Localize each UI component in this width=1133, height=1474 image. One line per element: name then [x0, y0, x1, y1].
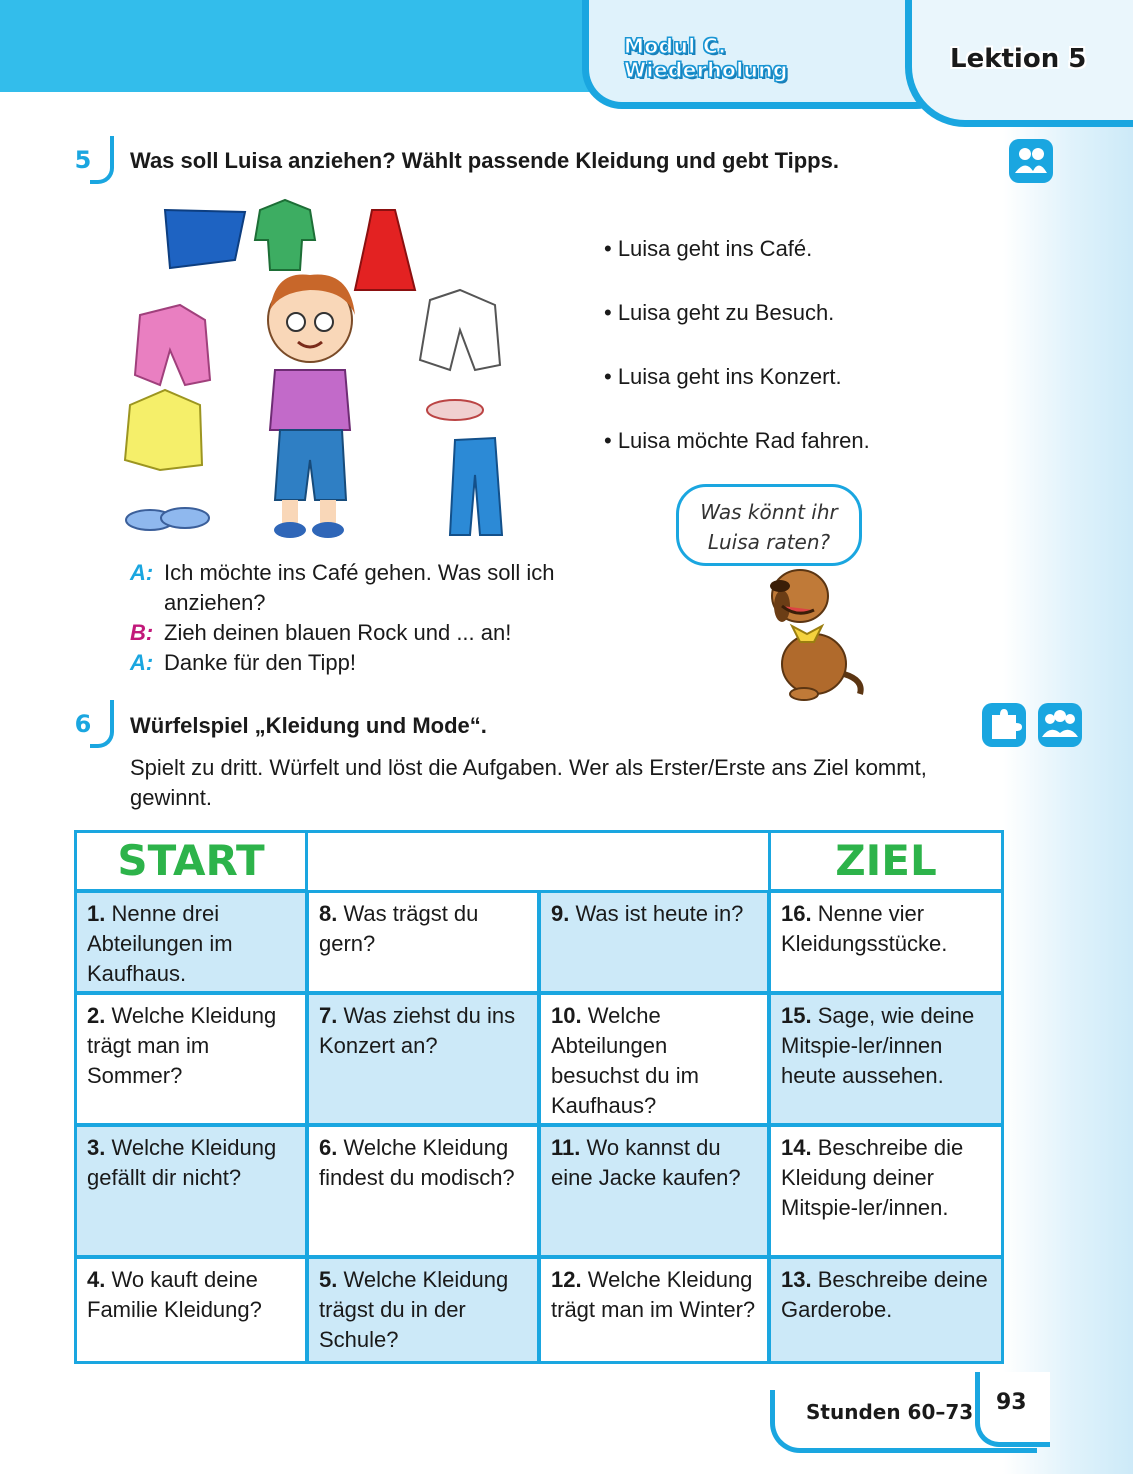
game-cell [74, 1124, 308, 1258]
dialogue-text: Danke für den Tipp! [164, 650, 357, 675]
speech-bubble [676, 484, 862, 566]
speech-bubble-line: Luisa raten? [707, 530, 831, 554]
cell-number: 8. [319, 901, 338, 926]
game-cell [768, 992, 1004, 1126]
cell-number: 14. [781, 1135, 812, 1160]
game-cell [306, 890, 540, 994]
cell-text: Nenne drei Abteilungen im Kaufhaus. [87, 901, 233, 986]
cell-number: 2. [87, 1003, 106, 1028]
cell-text: Was ist heute in? [575, 901, 744, 926]
cell-text: Was ziehst du ins Konzert an? [319, 1003, 516, 1058]
exercise-title: Was soll Luisa anziehen? Wählt passende Kleidung und gebt Tipps. [130, 148, 839, 173]
list-item: • Luisa geht ins Café. [604, 236, 813, 261]
cell-number: 13. [781, 1267, 812, 1292]
game-cell [306, 1256, 540, 1364]
puzzle-icon [982, 703, 1026, 747]
cell-number: 9. [551, 901, 570, 926]
game-cell [74, 992, 308, 1126]
exercise-instructions: Spielt zu dritt. Würfelt und löst die Aufgaben. Wer als Erster/Erste ans Ziel kommt, gewinnt. [130, 755, 927, 810]
lesson-range: Stunden 60–73 [806, 1400, 974, 1424]
cell-text: Welche Abteilungen besuchst du im Kaufhaus? [551, 1003, 699, 1118]
cell-number: 16. [781, 901, 812, 926]
situation-list [604, 234, 984, 490]
list-item: • Luisa geht zu Besuch. [604, 300, 835, 325]
cell-text: Sage, wie deine Mitspie-ler/innen heute aussehen. [781, 1003, 975, 1088]
cell-number: 10. [551, 1003, 582, 1028]
cell-text: Wo kauft deine Familie Kleidung? [87, 1267, 262, 1322]
game-cell [538, 1256, 770, 1364]
dialogue-line [130, 648, 580, 678]
game-board [74, 830, 1004, 1364]
cell-number: 15. [781, 1003, 812, 1028]
speaker-label: A: [130, 650, 154, 675]
cell-text: Welche Kleidung findest du modisch? [319, 1135, 515, 1190]
cell-number: 12. [551, 1267, 582, 1292]
cell-number: 3. [87, 1135, 106, 1160]
game-cell [768, 1124, 1004, 1258]
clothes-illustration [110, 190, 520, 550]
game-cell [306, 1124, 540, 1258]
cell-text: Welche Kleidung trägt man im Sommer? [87, 1003, 277, 1088]
list-item: • Luisa geht ins Konzert. [604, 364, 842, 389]
cell-text: Wo kannst du eine Jacke kaufen? [551, 1135, 741, 1190]
board-header-gap [308, 830, 770, 892]
dialogue-line [130, 558, 580, 618]
game-cell [538, 890, 770, 994]
exercise-number: 6 [74, 710, 92, 738]
cell-number: 7. [319, 1003, 338, 1028]
lesson-title: Lektion 5 [950, 44, 1087, 74]
speaker-label: A: [130, 560, 154, 585]
module-title: Modul C. Wiederholung [624, 34, 788, 82]
example-dialogue [130, 558, 580, 678]
cell-text: Was trägst du gern? [319, 901, 479, 956]
game-cell [306, 992, 540, 1126]
speaker-label: B: [130, 620, 154, 645]
cell-text: Nenne vier Kleidungsstücke. [781, 901, 948, 956]
dialogue-line [130, 618, 580, 648]
game-cell [768, 1256, 1004, 1364]
dog-illustration [752, 556, 872, 701]
cell-text: Beschreibe deine Garderobe. [781, 1267, 988, 1322]
game-cell [74, 1256, 308, 1364]
cell-text: Welche Kleidung trägt man im Winter? [551, 1267, 756, 1322]
game-cell [538, 992, 770, 1126]
cell-number: 5. [319, 1267, 338, 1292]
exercise-number: 5 [74, 146, 92, 174]
speech-bubble-line: Was könnt ihr [700, 500, 838, 524]
game-cell [768, 890, 1004, 994]
cell-text: Welche Kleidung trägst du in der Schule? [319, 1267, 509, 1352]
page-number: 93 [996, 1390, 1027, 1415]
cell-number: 6. [319, 1135, 338, 1160]
cell-text: Welche Kleidung gefällt dir nicht? [87, 1135, 277, 1190]
dialogue-text: Zieh deinen blauen Rock und ... an! [164, 620, 512, 645]
pair-work-icon [1009, 139, 1053, 183]
cell-number: 11. [551, 1135, 581, 1160]
game-cell [74, 890, 308, 994]
group-work-icon [1038, 703, 1082, 747]
header-band [0, 0, 600, 92]
cell-number: 1. [87, 901, 106, 926]
cell-text: Beschreibe die Kleidung deiner Mitspie-ler/innen. [781, 1135, 964, 1220]
game-cell [538, 1124, 770, 1258]
start-label: START [74, 830, 308, 892]
cell-number: 4. [87, 1267, 106, 1292]
ziel-label: ZIEL [768, 830, 1004, 892]
list-item: • Luisa möchte Rad fahren. [604, 428, 870, 453]
exercise-title: Würfelspiel „Kleidung und Mode“. [130, 713, 487, 738]
dialogue-text: Ich möchte ins Café gehen. Was soll ich anziehen? [164, 560, 555, 615]
